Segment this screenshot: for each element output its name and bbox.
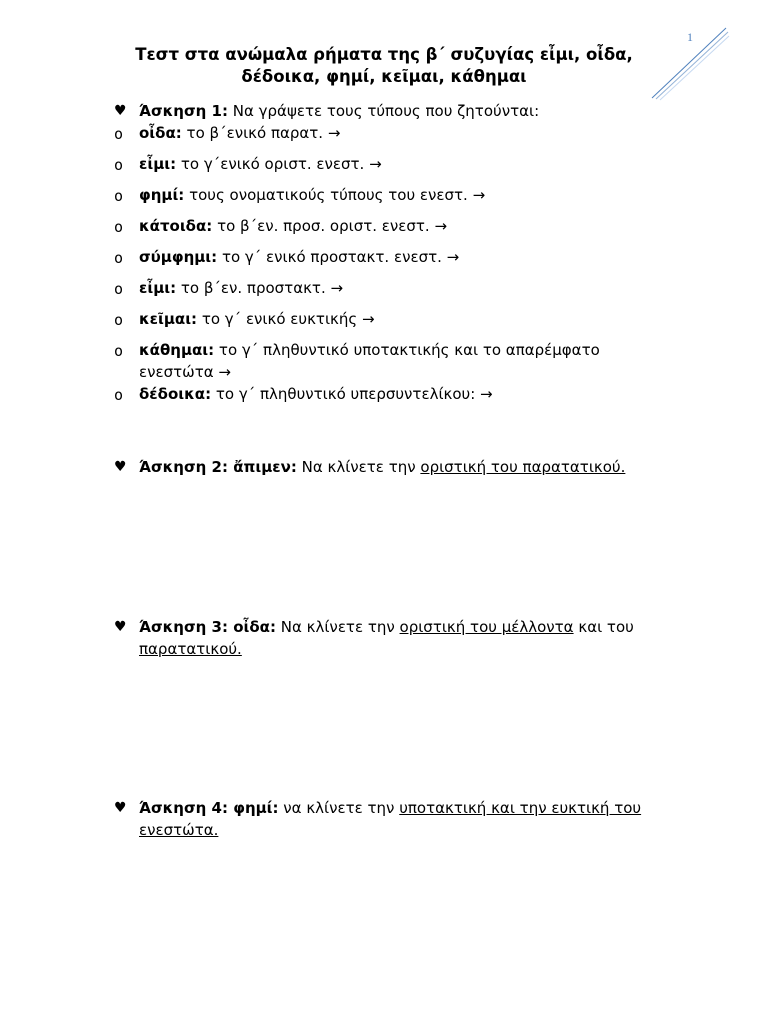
exercise-3-underlined-2: παρατατικού. <box>139 640 242 658</box>
list-item <box>114 246 654 277</box>
exercise-2-heading <box>114 456 679 478</box>
exercise-2 <box>114 456 679 478</box>
item-text: το γ΄ενικό οριστ. ενεστ. → <box>180 155 382 173</box>
list-item <box>114 122 654 153</box>
circle-bullet-icon: o <box>114 280 124 298</box>
heart-bullet-icon: ♥ <box>114 103 127 119</box>
circle-bullet-icon: o <box>114 218 124 236</box>
item-verb: σύμφημι: <box>139 248 218 266</box>
item-verb: δέδοικα: <box>139 385 212 403</box>
item-text: το β΄εν. προσ. οριστ. ενεστ. → <box>217 217 448 235</box>
list-item <box>114 383 654 405</box>
page-title <box>100 44 668 88</box>
heart-bullet-icon: ♥ <box>114 619 127 635</box>
exercise-3-underlined-1: οριστική του μέλλοντα <box>399 618 574 636</box>
item-verb: κάθημαι: <box>139 341 215 359</box>
item-text: το γ΄ ενικό προστακτ. ενεστ. → <box>221 248 460 266</box>
item-text: τους ονοματικούς τύπους του ενεστ. → <box>189 186 486 204</box>
exercise-3-heading <box>114 616 679 660</box>
list-item <box>114 308 654 339</box>
title-line-2: δέδοικα, φημί, κεῖμαι, κάθημαι <box>241 67 527 86</box>
exercise-4 <box>114 797 679 841</box>
exercise-1 <box>114 100 679 405</box>
exercise-2-underlined: οριστική του παρατατικού. <box>420 458 626 476</box>
exercise-2-label: Άσκηση 2: ἄπιμεν: <box>139 458 297 476</box>
exercise-1-instruction: Να γράψετε τους τύπους που ζητούνται: <box>232 102 540 120</box>
item-text: το β΄εν. προστακτ. → <box>180 279 344 297</box>
circle-bullet-icon: o <box>114 187 124 205</box>
exercise-3-middle: και του <box>578 618 634 636</box>
item-text: το γ΄ πληθυντικό υποτακτικής και το απαρέμφατο ενεστώτα → <box>139 341 600 381</box>
circle-bullet-icon: o <box>114 249 124 267</box>
list-item <box>114 184 654 215</box>
item-verb: κεῖμαι: <box>139 310 198 328</box>
circle-bullet-icon: o <box>114 386 124 404</box>
exercise-3-label: Άσκηση 3: οἶδα: <box>139 618 276 636</box>
exercise-3 <box>114 616 679 660</box>
item-verb: φημί: <box>139 186 185 204</box>
list-item <box>114 277 654 308</box>
title-line-1: Τεστ στα ανώμαλα ρήματα της β΄ συζυγίας εἶμι, οἶδα, <box>135 45 633 64</box>
list-item <box>114 339 654 383</box>
heart-bullet-icon: ♥ <box>114 459 127 475</box>
circle-bullet-icon: o <box>114 342 124 360</box>
item-text: το γ΄ πληθυντικό υπερσυντελίκου: → <box>215 385 493 403</box>
list-item <box>114 153 654 184</box>
exercise-4-underlined: υποτακτική και την ευκτική του ενεστώτα. <box>139 799 642 839</box>
circle-bullet-icon: o <box>114 156 124 174</box>
page-number: 1 <box>687 30 693 44</box>
item-verb: εἶμι: <box>139 155 177 173</box>
item-verb: οἶδα: <box>139 124 182 142</box>
list-item <box>114 215 654 246</box>
exercise-4-label: Άσκηση 4: φημί: <box>139 799 279 817</box>
circle-bullet-icon: o <box>114 125 124 143</box>
item-text: το β΄ενικό παρατ. → <box>186 124 341 142</box>
exercise-1-label: Άσκηση 1: <box>139 102 228 120</box>
exercise-4-heading <box>114 797 679 841</box>
item-verb: κάτοιδα: <box>139 217 213 235</box>
exercise-1-items <box>114 122 679 405</box>
item-verb: εἶμι: <box>139 279 177 297</box>
item-text: το γ΄ ενικό ευκτικής → <box>201 310 375 328</box>
exercise-1-heading <box>114 100 679 122</box>
exercise-3-text: Να κλίνετε την <box>280 618 395 636</box>
exercise-2-text: Να κλίνετε την <box>301 458 416 476</box>
circle-bullet-icon: o <box>114 311 124 329</box>
exercise-4-text: να κλίνετε την <box>283 799 395 817</box>
heart-bullet-icon: ♥ <box>114 800 127 816</box>
